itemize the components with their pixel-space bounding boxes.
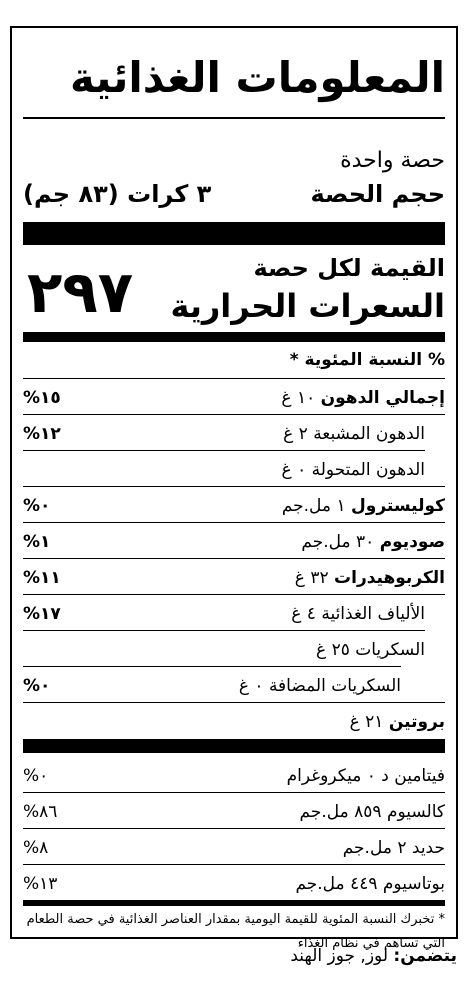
nutrient-amount: ١٠ غ: [281, 388, 316, 408]
daily-value-header: % النسبة المئوية *: [289, 350, 445, 370]
nutrient-row-carbohydrate: [23, 558, 445, 594]
nutrition-facts-panel: [10, 26, 458, 951]
nutrient-label: [350, 710, 445, 734]
nutrient-amount: ٣٢ غ: [294, 568, 329, 588]
vitamin-row-iron: [23, 828, 445, 864]
nutrient-amount: ٤ غ: [291, 604, 316, 624]
nutrient-dv: %١٢: [23, 424, 61, 444]
row-divider: [23, 792, 445, 793]
vitamin-name: بوتاسيوم: [382, 874, 445, 894]
nutrient-name: إجمالي الدهون: [320, 388, 445, 408]
thick-divider-footnote: [23, 900, 445, 906]
serving-size-value: ٣ كرات (٨٣ جم): [23, 180, 212, 208]
panel-inner: [23, 28, 445, 951]
servings-per-container: حصة واحدة: [340, 148, 445, 173]
serving-size-row: [23, 177, 445, 211]
nutrient-amount: ٠ غ: [238, 676, 264, 696]
nutrient-row-trans-fat: [23, 450, 445, 486]
nutrient-label: [316, 638, 425, 662]
nutrient-label: [295, 566, 445, 590]
contains-label: يتضمن:: [393, 946, 457, 966]
thick-divider-vitamins: [23, 739, 445, 753]
nutrient-row-fiber: [23, 594, 445, 630]
panel-title: المعلومات الغذائية: [69, 53, 445, 102]
row-divider: [23, 378, 445, 379]
nutrient-label: [281, 386, 445, 410]
row-divider: [23, 828, 445, 829]
vitamin-row-calcium: [23, 792, 445, 828]
nutrient-dv: %١٧: [23, 604, 61, 624]
nutrient-row-protein: [23, 702, 445, 738]
vitamin-amount: ٨٥٩ مل.جم: [299, 802, 382, 822]
vitamin-amount: ٤٤٩ مل.جم: [295, 874, 378, 894]
row-divider: [23, 486, 445, 487]
vitamin-label: [300, 800, 446, 824]
vitamin-name: حديد: [411, 838, 445, 858]
nutrient-label: [291, 602, 425, 626]
nutrient-label: [239, 674, 401, 698]
vitamin-amount: ٢ مل.جم: [342, 838, 407, 858]
nutrient-name: صوديوم: [379, 532, 445, 552]
nutrient-dv: %١: [23, 532, 51, 552]
nutrient-row-cholesterol: [23, 486, 445, 522]
row-divider: [23, 702, 445, 703]
nutrient-row-total-fat: [23, 378, 445, 414]
vitamin-row-vitamin-d: [23, 756, 445, 792]
nutrient-dv: %٠: [23, 676, 51, 696]
nutrient-label: [283, 422, 425, 446]
nutrient-name: السكريات المضافة: [268, 676, 401, 696]
nutrient-amount: ٠ غ: [281, 460, 307, 480]
vitamin-label: [295, 872, 445, 896]
nutrient-label: [282, 494, 445, 518]
title-divider: [23, 117, 445, 119]
row-divider: [23, 558, 445, 559]
serving-size-label: حجم الحصة: [310, 180, 445, 208]
row-divider: [23, 414, 445, 415]
row-divider: [23, 450, 425, 451]
nutrient-row-sugars: [23, 630, 445, 666]
nutrient-row-added-sugars: [23, 666, 445, 702]
vitamin-label: [287, 764, 445, 788]
thick-divider-top: [23, 222, 445, 245]
nutrient-name: الألياف الغذائية: [321, 604, 425, 624]
nutrient-amount: ٢٥ غ: [316, 640, 350, 660]
amount-per-serving-label: القيمة لكل حصة: [253, 254, 445, 282]
nutrient-label: [282, 458, 425, 482]
nutrient-dv: %١٥: [23, 388, 61, 408]
nutrient-label: [301, 530, 445, 554]
vitamin-dv: %١٣: [23, 874, 58, 894]
thick-divider-calories: [23, 332, 445, 342]
vitamin-name: فيتامين د: [381, 766, 445, 786]
calories-label: السعرات الحرارية: [170, 287, 445, 325]
nutrient-name: بروتين: [388, 712, 445, 732]
nutrient-name: الدهون المشبعة: [313, 424, 425, 444]
footnote: * تخبرك النسبة المئوية للقيمة اليومية بمقدار العناصر الغذائية في حصة الطعام التي تساهم في نظام الغذاء: [26, 912, 445, 951]
row-divider: [23, 666, 401, 667]
row-divider: [23, 594, 445, 595]
vitamin-name: كالسيوم: [386, 802, 445, 822]
nutrient-amount: ٢ غ: [283, 424, 308, 444]
contains-line: [290, 944, 457, 968]
nutrient-amount: ١ مل.جم: [281, 496, 346, 516]
vitamin-amount: ٠ ميكروغرام: [286, 766, 376, 786]
vitamin-row-potassium: [23, 864, 445, 900]
nutrient-dv: %١١: [23, 568, 61, 588]
nutrient-dv: %٠: [23, 496, 51, 516]
nutrient-name: السكريات: [355, 640, 425, 660]
nutrient-amount: ٢١ غ: [349, 712, 384, 732]
row-divider: [23, 630, 425, 631]
contains-value: لوز, جوز الهند: [290, 946, 389, 966]
vitamin-dv: %٨: [23, 838, 49, 858]
vitamin-dv: %٨٦: [23, 802, 58, 822]
row-divider: [23, 864, 445, 865]
row-divider: [23, 522, 445, 523]
nutrient-name: الكربوهيدرات: [334, 568, 445, 588]
nutrient-name: الدهون المتحولة: [311, 460, 425, 480]
vitamin-dv: %٠: [23, 766, 49, 786]
nutrient-amount: ٣٠ مل.جم: [301, 532, 375, 552]
calories-value: ٢٩٧: [27, 258, 134, 326]
nutrient-row-sodium: [23, 522, 445, 558]
nutrient-row-saturated-fat: [23, 414, 445, 450]
vitamin-label: [343, 836, 445, 860]
nutrient-name: كوليسترول: [351, 496, 445, 516]
